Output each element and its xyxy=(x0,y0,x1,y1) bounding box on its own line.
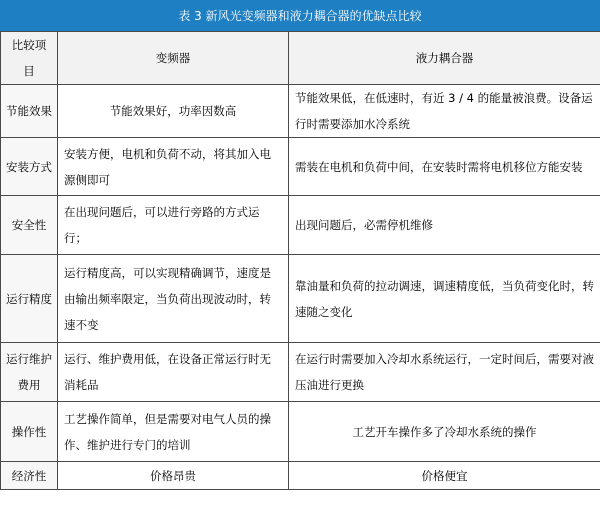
coupler-cell: 节能效果低，在低速时，有近 3 / 4 的能量被浪费。设备运行时需要添加水冷系统 xyxy=(289,85,600,138)
header-row xyxy=(1,32,600,85)
coupler-cell: 需装在电机和负荷中间，在安装时需将电机移位方能安装 xyxy=(289,138,600,196)
header-item: 比较项目 xyxy=(1,32,58,85)
table-row xyxy=(1,402,600,462)
table-title xyxy=(0,0,600,31)
row-label: 运行维护费用 xyxy=(1,343,58,402)
vfd-cell: 节能效果好，功率因数高 xyxy=(58,85,289,138)
comparison-table xyxy=(0,31,600,490)
vfd-cell: 运行精度高，可以实现精确调节，速度是由输出频率限定，当负荷出现波动时，转速不变 xyxy=(58,255,289,343)
table-row xyxy=(1,462,600,490)
row-label: 操作性 xyxy=(1,402,58,462)
row-label: 经济性 xyxy=(1,462,58,490)
coupler-cell: 价格便宜 xyxy=(289,462,600,490)
table-title-text: 表 3 新风光变频器和液力耦合器的优缺点比较 xyxy=(178,9,422,23)
coupler-cell: 在运行时需要加入冷却水系统运行，一定时间后，需要对液压油进行更换 xyxy=(289,343,600,402)
coupler-cell: 靠油量和负荷的拉动调速，调速精度低，当负荷变化时，转速随之变化 xyxy=(289,255,600,343)
vfd-cell: 在出现问题后，可以进行旁路的方式运行； xyxy=(58,196,289,255)
header-coupler: 液力耦合器 xyxy=(289,32,600,85)
coupler-cell: 工艺开车操作多了冷却水系统的操作 xyxy=(289,402,600,462)
header-vfd: 变频器 xyxy=(58,32,289,85)
vfd-cell: 安装方便，电机和负荷不动，将其加入电源侧即可 xyxy=(58,138,289,196)
row-label: 安全性 xyxy=(1,196,58,255)
table-row xyxy=(1,343,600,402)
row-label: 安装方式 xyxy=(1,138,58,196)
row-label: 运行精度 xyxy=(1,255,58,343)
table-row xyxy=(1,138,600,196)
vfd-cell: 工艺操作简单，但是需要对电气人员的操作、维护进行专门的培训 xyxy=(58,402,289,462)
coupler-cell: 出现问题后，必需停机维修 xyxy=(289,196,600,255)
table-row xyxy=(1,196,600,255)
vfd-cell: 运行、维护费用低，在设备正常运行时无消耗品 xyxy=(58,343,289,402)
row-label: 节能效果 xyxy=(1,85,58,138)
table-row xyxy=(1,85,600,138)
table-row xyxy=(1,255,600,343)
vfd-cell: 价格昂贵 xyxy=(58,462,289,490)
